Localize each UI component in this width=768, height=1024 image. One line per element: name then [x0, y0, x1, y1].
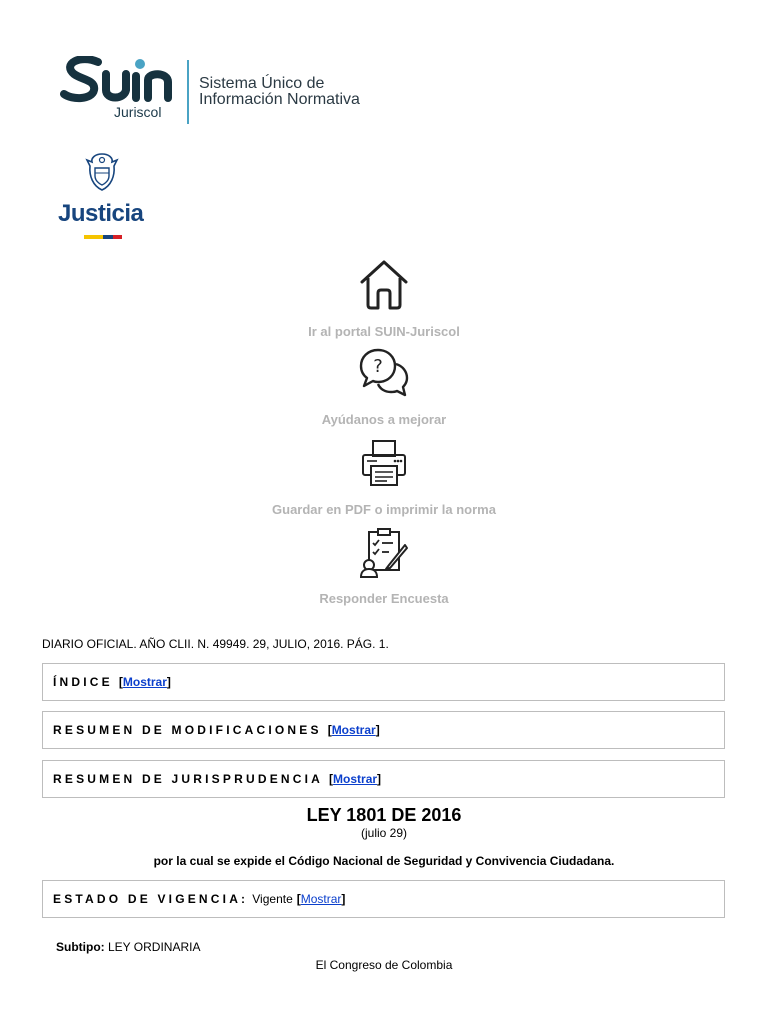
indice-heading: ÍNDICE	[53, 675, 113, 689]
print-link[interactable]	[0, 438, 768, 517]
vigencia-value: Vigente	[252, 892, 293, 906]
suin-logo-mark	[60, 56, 178, 106]
logo-tagline	[199, 76, 360, 108]
jurisprudencia-section	[42, 760, 725, 798]
help-chat-icon	[358, 346, 410, 398]
jurisprudencia-toggle: [Mostrar]	[329, 772, 382, 786]
tagline-line-2: Información Normativa	[199, 91, 360, 108]
printer-icon	[359, 438, 409, 488]
subtipo-label: Subtipo:	[56, 940, 105, 954]
portal-link[interactable]	[0, 258, 768, 339]
subtipo-value: LEY ORDINARIA	[108, 940, 201, 954]
indice-mostrar-link[interactable]: Mostrar	[122, 675, 167, 689]
print-link-label[interactable]: Guardar en PDF o imprimir la norma	[272, 502, 496, 517]
feedback-link-label[interactable]: Ayúdanos a mejorar	[321, 412, 447, 427]
svg-text:?: ?	[373, 356, 383, 377]
modificaciones-section	[42, 711, 725, 749]
survey-link-label[interactable]: Responder Encuesta	[319, 591, 449, 606]
modificaciones-toggle: [Mostrar]	[327, 723, 380, 737]
law-title: LEY 1801 DE 2016	[306, 805, 462, 825]
vigencia-mostrar-link[interactable]: Mostrar	[300, 892, 342, 906]
ministerio-justicia-logo	[56, 152, 156, 244]
diario-oficial-reference: DIARIO OFICIAL. AÑO CLII. N. 49949. 29, JULIO, 2016. PÁG. 1.	[42, 637, 389, 651]
law-description: por la cual se expide el Código Nacional de Seguridad y Convivencia Ciudadana.	[153, 854, 615, 868]
portal-link-label[interactable]: Ir al portal SUIN-Juriscol	[308, 324, 460, 339]
vigencia-heading: ESTADO DE VIGENCIA:	[53, 892, 249, 906]
coat-of-arms-icon	[83, 152, 121, 192]
jurisprudencia-mostrar-link[interactable]: Mostrar	[333, 772, 378, 786]
jurisprudencia-heading: RESUMEN DE JURISPRUDENCIA	[53, 772, 324, 786]
vigencia-section	[42, 880, 725, 918]
logo-divider	[187, 60, 189, 124]
vigencia-toggle: [Mostrar]	[296, 892, 346, 906]
home-icon	[359, 258, 409, 312]
indice-toggle: [Mostrar]	[118, 675, 171, 689]
survey-icon	[359, 527, 409, 579]
suin-juriscol-logo[interactable]	[60, 56, 380, 128]
subtipo	[56, 940, 200, 954]
law-date: (julio 29)	[360, 826, 408, 840]
survey-link[interactable]	[0, 527, 768, 606]
colombia-flag-bar	[84, 235, 122, 239]
indice-section	[42, 663, 725, 701]
modificaciones-heading: RESUMEN DE MODIFICACIONES	[53, 723, 322, 737]
logo-subtitle: Juriscol	[114, 104, 162, 120]
modificaciones-mostrar-link[interactable]: Mostrar	[331, 723, 376, 737]
tagline-line-1: Sistema Único de	[199, 75, 325, 92]
feedback-link[interactable]	[0, 346, 768, 427]
issuer: El Congreso de Colombia	[315, 958, 453, 972]
justicia-wordmark: Justicia	[58, 200, 144, 227]
